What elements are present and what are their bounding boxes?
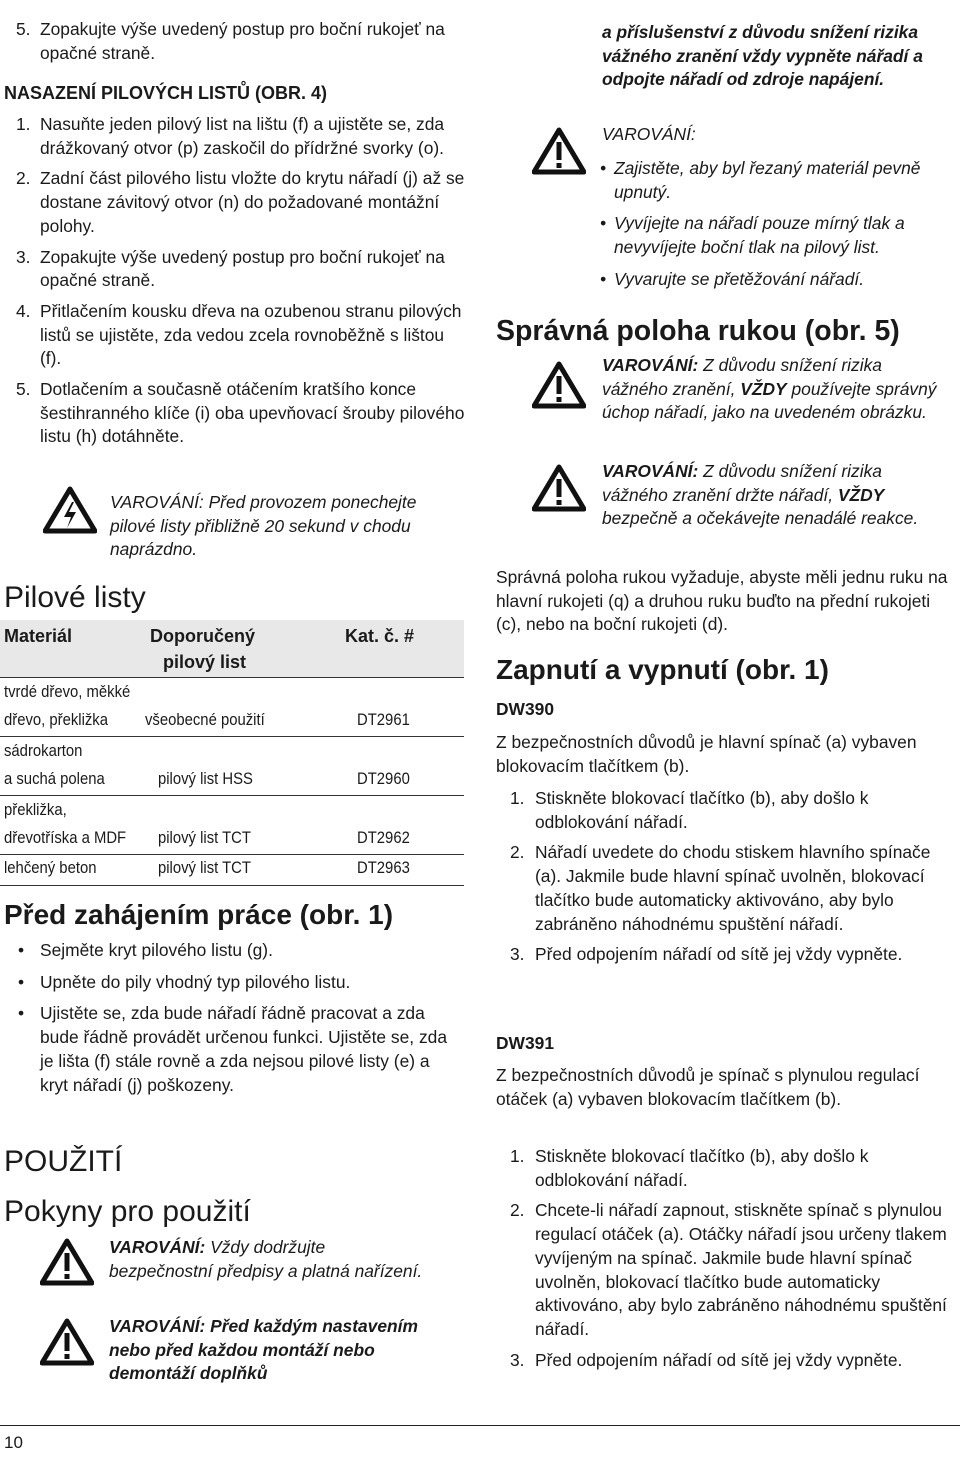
electric-warning-icon [43, 486, 97, 534]
table-row: sádrokarton a suchá polena pilový list HSS DT2960 [4, 742, 410, 788]
blades-heading: Pilové listy [4, 581, 146, 614]
table-row: překližka, dřevotříska a MDF pilový list TCT DT2962 [4, 801, 410, 847]
list-item: 2. Chcete-li nářadí zapnout, stiskněte spínač s plynulou regulací otáček (a). Otáčky nářadí jsou určeny tlakem vyvíjeným na spínač. Jakmile bude hlavní spínač uvolněn, blokovací tlačítko bude automaticky aktivováno, aby bylo zabráněno náhodnému spuštění nářadí. [510, 1200, 947, 1339]
table-row: lehčený beton pilový list TCT DT2963 [4, 859, 410, 877]
warning-icon [532, 127, 586, 175]
list-item: 1. Stiskněte blokovací tlačítko (b), aby došlo k odblokování nářadí. [510, 1146, 869, 1190]
list-item: 5. Zopakujte výše uvedený postup pro boční rukojeť na opačné straně. [16, 19, 445, 63]
dw390-intro: Z bezpečnostních důvodů je hlavní spínač (a) vybaven blokovacím tlačítkem (b). [496, 732, 917, 776]
blades-table [0, 620, 464, 886]
handle-heading: Správná poloha rukou (obr. 5) [496, 315, 900, 347]
before-heading: Před zahájením práce (obr. 1) [4, 899, 394, 930]
warning-icon [532, 361, 586, 409]
list-item: • Ujistěte se, zda bude nářadí řádně pracovat a zda bude řádně provádět určenou funkci. Ujistěte se, zda je lišta (f) stále rovně a zda nejsou pilové listy (e) a kryt nářadí (j) poškozeny. [18, 1003, 447, 1095]
dw391-intro: Z bezpečnostních důvodů je spínač s plynulou regulací otáček (a) vybaven blokovacím tlačítkem (b). [496, 1065, 920, 1109]
dw391-steps [494, 1145, 954, 1372]
mounting-steps [0, 113, 468, 449]
section-title: NASAZENÍ PILOVÝCH LISTŮ (OBR. 4) [4, 83, 328, 103]
list-item: 3. Zopakujte výše uvedený postup pro boční rukojeť na opačné straně. [16, 246, 445, 291]
page-footer [0, 1425, 960, 1452]
list-item: 5. Dotlačením a současně otáčením kratšího konce šestihranného klíče (i) oba upevňovací šrouby pilového listu (h) dotáhněte. [16, 379, 465, 447]
handle-text: Správná poloha rukou vyžaduje, abyste měli jednu ruku na hlavní rukojeti (q) a druhou ruku buďto na přední rukojeti (c), nebo na boční rukojeti (d). [496, 567, 948, 635]
warning-icon [40, 1238, 94, 1286]
dw390-title: DW390 [496, 699, 554, 719]
warning-label: VAROVÁNÍ: [602, 124, 696, 144]
list-item: 4. Přitlačením kousku dřeva na ozubenou stranu pilových listů se ujistěte, zda vedou zcela rovnoběžně s lištou (f). [16, 300, 462, 369]
warning-2: VAROVÁNÍ: Před každým nastavením nebo před každou montáží nebo demontáží doplňků [109, 1316, 418, 1383]
handle-warning-1: VAROVÁNÍ: Z důvodu snížení rizika vážného zranění, VŽDY používejte správný úchop nářadí, jako na uvedeném obrázku. [602, 355, 937, 422]
warning-icon [40, 1318, 94, 1366]
list-item: 1. Stiskněte blokovací tlačítko (b), aby došlo k odblokování nářadí. [510, 788, 869, 832]
onoff-heading: Zapnutí a vypnutí (obr. 1) [496, 654, 829, 685]
dw391-title: DW391 [496, 1033, 554, 1053]
instructions-heading: Pokyny pro použití [4, 1195, 251, 1228]
continued-warning: a příslušenství z důvodu snížení rizika vážného zranění vždy vypněte nářadí a odpojte nářadí od zdroje napájení. [602, 22, 923, 89]
warning-icon [532, 464, 586, 512]
list-item: • Sejměte kryt pilového listu (g). [18, 940, 273, 960]
table-header: Materiál Doporučený pilový list Kat. č. # [0, 620, 464, 677]
handle-warning-2: VAROVÁNÍ: Z důvodu snížení rizika vážného zranění držte nářadí, VŽDY bezpečně a očekávejte nenadálé reakce. [602, 461, 919, 528]
dw390-steps [494, 787, 944, 967]
warning-1: VAROVÁNÍ: Vždy dodržujte bezpečnostní předpisy a platná nařízení. [109, 1237, 423, 1281]
electric-warning: VAROVÁNÍ: Před provozem ponechejte pilové listy přibližně 20 sekund v chodu naprázdno. [110, 492, 417, 559]
list-item: 3. Před odpojením nářadí od sítě jej vždy vypněte. [510, 944, 903, 965]
before-list [0, 939, 450, 1097]
list-item: 2. Zadní část pilového listu vložte do krytu nářadí (j) až se dostane závitový otvor (n) do požadované montážní polohy. [16, 168, 465, 236]
list-item: 2. Nářadí uvedete do chodu stiskem hlavního spínače (a). Jakmile bude hlavní spínač uvolněn, blokovací tlačítko bude automaticky aktivováno, aby bylo zabráněno náhodnému spuštění nářadí. [510, 842, 931, 934]
table-row: tvrdé dřevo, měkké dřevo, překližka všeobecné použití DT2961 [4, 683, 410, 729]
footer-divider [0, 1425, 960, 1426]
warning-bullets [592, 157, 952, 292]
page-number: 10 [4, 1433, 23, 1452]
use-heading: POUŽITÍ [4, 1145, 123, 1178]
list-item: 1. Nasuňte jeden pilový list na lištu (f) a ujistěte se, zda drážkovaný otvor (p) zaskočil do přídržné svorky (o). [16, 114, 445, 158]
list-item: • Zajistěte, aby byl řezaný materiál pevně upnutý. [600, 158, 921, 202]
list-item: • Vyvíjejte na nářadí pouze mírný tlak a nevyvíjejte boční tlak na pilový list. [600, 213, 905, 258]
list-item: • Vyvarujte se přetěžování nářadí. [600, 268, 865, 289]
step-list-top [0, 18, 468, 65]
list-item: 3. Před odpojením nářadí od sítě jej vždy vypněte. [510, 1349, 903, 1370]
list-item: • Upněte do pily vhodný typ pilového listu. [18, 971, 351, 992]
